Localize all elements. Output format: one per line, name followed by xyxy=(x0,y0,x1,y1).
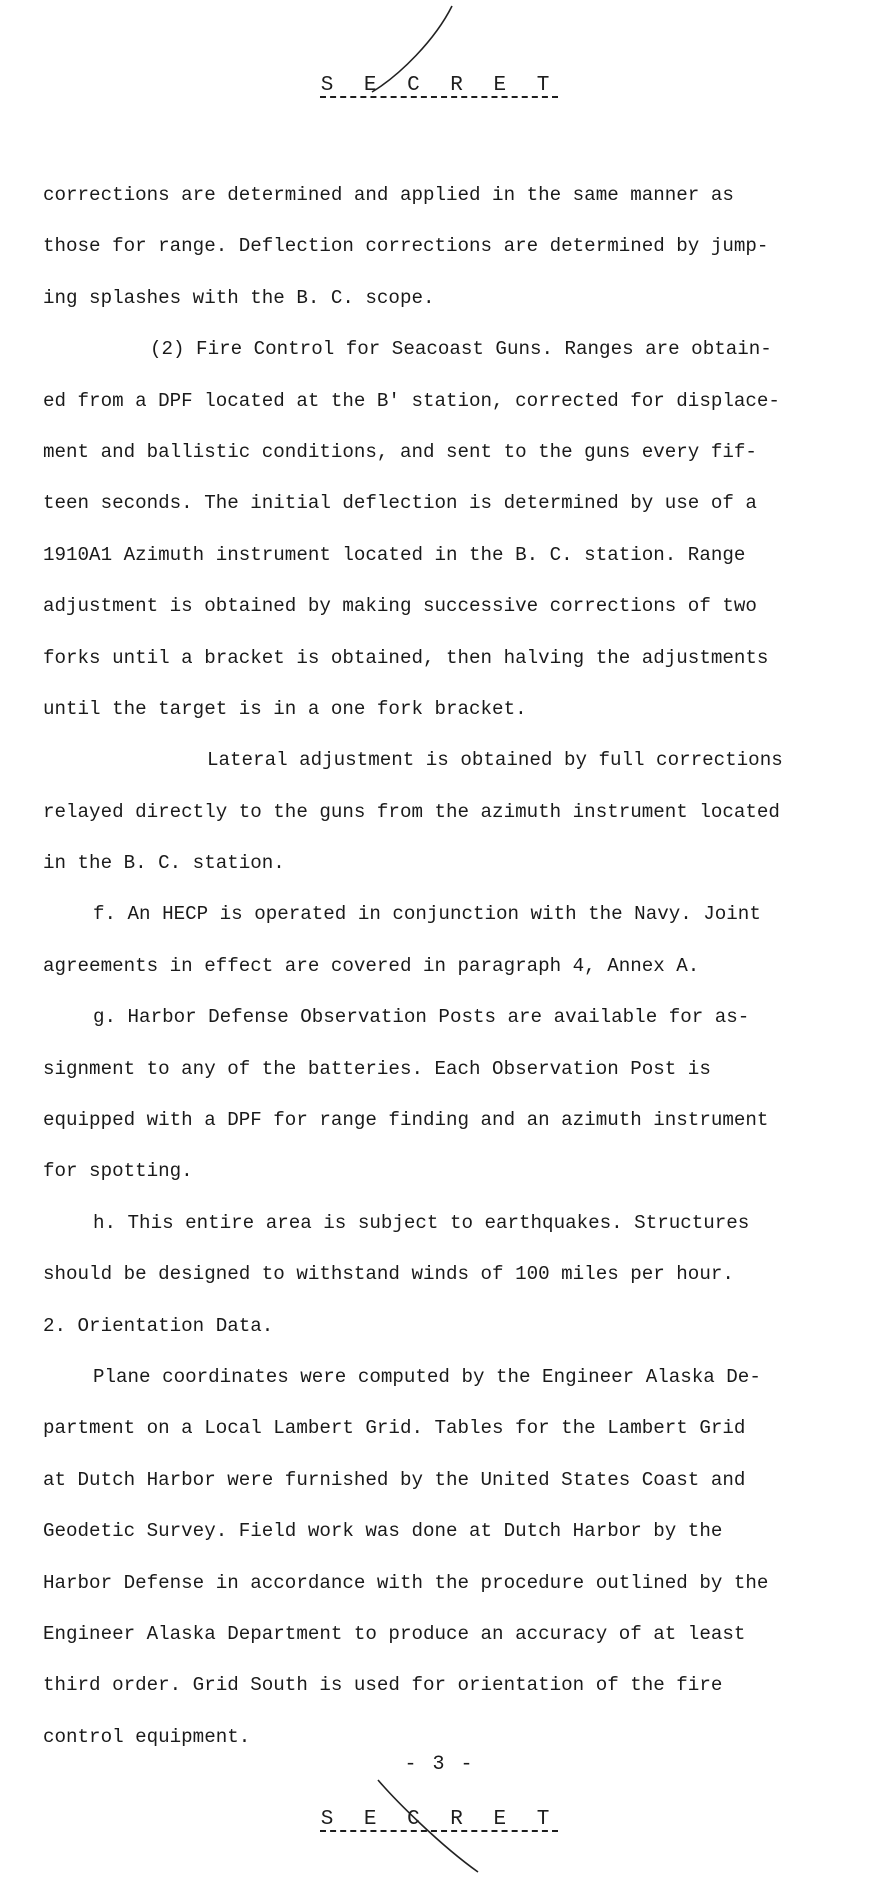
text-line: at Dutch Harbor were furnished by the United States Coast and xyxy=(43,1468,746,1491)
text-line: corrections are determined and applied in the same manner as xyxy=(43,184,734,206)
text-line: third order. Grid South is used for orientation of the fire xyxy=(43,1674,723,1697)
text-line: (2) Fire Control for Seacoast Guns. Ranges are obtain- xyxy=(150,338,772,361)
page-number: - 3 - xyxy=(404,1753,475,1776)
text-line: h. This entire area is subject to earthquakes. Structures xyxy=(93,1211,750,1234)
header-strike-mark xyxy=(0,0,879,140)
text-line: relayed directly to the guns from the azimuth instrument located xyxy=(43,800,780,823)
header-classification-marking: S E C R E T xyxy=(320,74,559,97)
text-line: f. An HECP is operated in conjunction with the Navy. Joint xyxy=(93,903,761,926)
text-line: ment and ballistic conditions, and sent to the guns every fif- xyxy=(43,440,757,463)
text-line: forks until a bracket is obtained, then halving the adjustments xyxy=(43,646,769,669)
text-line: Harbor Defense in accordance with the procedure outlined by the xyxy=(43,1571,769,1594)
text-line: equipped with a DPF for range finding and an azimuth instrument xyxy=(43,1109,769,1132)
text-line: signment to any of the batteries. Each Observation Post is xyxy=(43,1057,711,1080)
text-line: g. Harbor Defense Observation Posts are available for as- xyxy=(93,1006,750,1029)
text-line: 1910A1 Azimuth instrument located in the B. C. station. Range xyxy=(43,543,746,566)
text-line: Lateral adjustment is obtained by full corrections xyxy=(207,749,783,772)
text-line: ed from a DPF located at the B' station, corrected for displace- xyxy=(43,389,780,412)
footer-classification-marking: S E C R E T xyxy=(320,1808,559,1831)
section-heading: 2. Orientation Data. xyxy=(43,1314,274,1337)
text-line: those for range. Deflection corrections are determined by jump- xyxy=(43,235,769,258)
text-line: in the B. C. station. xyxy=(43,852,285,875)
text-line: ing splashes with the B. C. scope. xyxy=(43,286,435,309)
text-line: until the target is in a one fork bracket. xyxy=(43,697,527,720)
text-line: should be designed to withstand winds of 100 miles per hour. xyxy=(43,1263,734,1286)
text-line: control equipment. xyxy=(43,1725,251,1748)
body-text xyxy=(43,170,843,1763)
text-line: partment on a Local Lambert Grid. Tables for the Lambert Grid xyxy=(43,1417,746,1440)
text-line: Geodetic Survey. Field work was done at Dutch Harbor by the xyxy=(43,1520,723,1543)
text-line: agreements in effect are covered in paragraph 4, Annex A. xyxy=(43,954,700,977)
text-line: Engineer Alaska Department to produce an accuracy of at least xyxy=(43,1622,746,1645)
text-line: Plane coordinates were computed by the Engineer Alaska De- xyxy=(93,1365,761,1388)
text-line: for spotting. xyxy=(43,1160,193,1183)
text-line: adjustment is obtained by making successive corrections of two xyxy=(43,595,757,618)
text-line: teen seconds. The initial deflection is determined by use of a xyxy=(43,492,757,515)
